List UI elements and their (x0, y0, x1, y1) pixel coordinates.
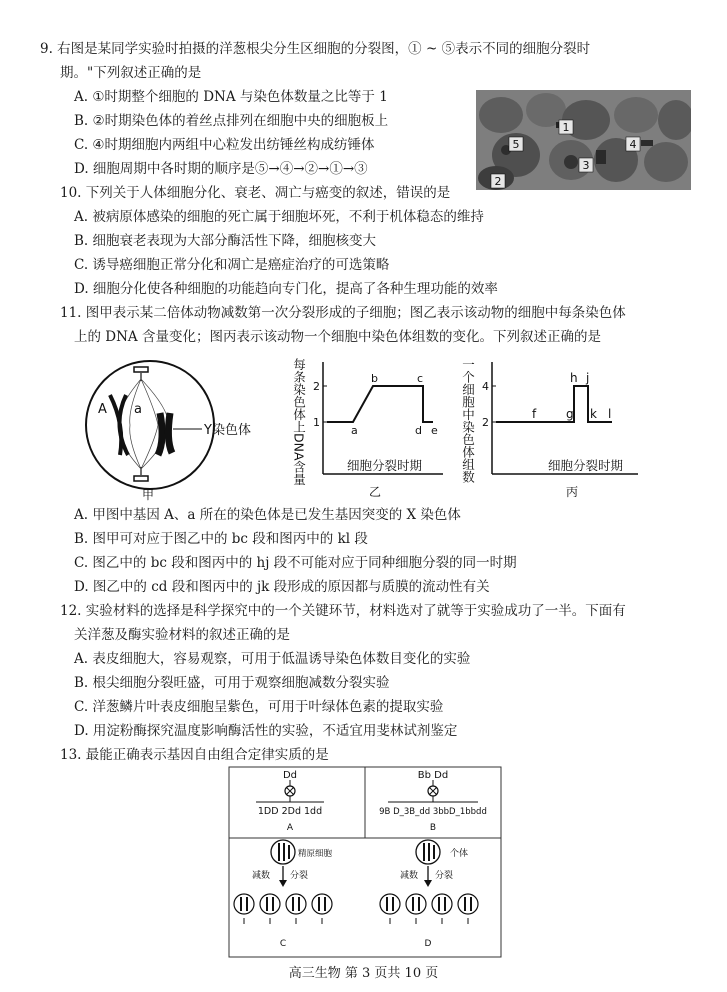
panel-c-label: C (279, 939, 287, 949)
fig-yi-tick-1: 1 (313, 416, 320, 429)
q12-stem-line2: 关洋葱及酶实验材料的叙述正确的是 (74, 627, 290, 643)
q13-panel-d (380, 840, 478, 949)
panel-a-parent: Dd (282, 770, 298, 781)
panel-b-parent: Bb Dd (417, 770, 449, 781)
fig-yi-ylabel: 每条染色体上DNA含量 (293, 358, 307, 486)
q11-stem-line2: 上的 DNA 含量变化；图丙表示该动物一个细胞中染色体组数的变化。下列叙述正确的是 (74, 329, 601, 345)
q10-option-c: C. 诱导癌细胞正常分化和凋亡是癌症治疗的可选策略 (74, 257, 390, 273)
q9-option-c: C. ④时期细胞内两组中心粒发出纺锤丝构成纺锤体 (74, 137, 375, 153)
q11-stem-line1: 11. 图甲表示某二倍体动物减数第一次分裂形成的子细胞；图乙表示该动物的细胞中每条染色体 (60, 305, 626, 321)
panel-c-cell-label: 精原细胞 (298, 849, 333, 859)
fig-bing-point-h: h (570, 371, 578, 385)
panel-c-process-2: 分裂 (290, 871, 309, 881)
fig-bing-point-f: f (532, 407, 537, 421)
fig-yi-point-d: d (415, 424, 422, 437)
q9-stem-line1: 9. 右图是某同学实验时拍摄的洋葱根尖分生区细胞的分裂图，① ~ ⑤表示不同的细胞分裂时 (40, 41, 591, 57)
q9-photo-label-4: 4 (629, 138, 637, 151)
q13-panel-c (234, 840, 333, 949)
fig-bing-point-l: l (608, 407, 612, 421)
q9-micrograph-image (476, 90, 691, 190)
q9-photo-label-3: 3 (582, 159, 590, 172)
panel-d-label: D (424, 939, 432, 949)
q12-option-d: D. 用淀粉酶探究温度影响酶活性的实验，不适宜用斐林试剂鉴定 (74, 723, 458, 739)
fig-yi-point-e: e (431, 424, 438, 437)
gamete-cells-icon (234, 894, 332, 924)
panel-a-offspring: 1DD 2Dd 1dd (257, 806, 323, 817)
fig-jia-caption: 甲 (141, 488, 155, 502)
q13-panel-a (256, 770, 324, 833)
q12-option-a: A. 表皮细胞大，容易观察，可用于低温诱导染色体数目变化的实验 (74, 651, 471, 667)
centriole-bottom-icon (134, 467, 148, 481)
panel-d-process-1: 减数 (400, 871, 419, 881)
fig-yi-point-b: b (371, 372, 378, 385)
fig-bing-point-g: g (566, 407, 574, 421)
fig-yi-tick-2: 2 (313, 380, 320, 393)
fig-bing-ylabel: 一个细胞中染色体组数 (462, 358, 476, 483)
page-footer: 高三生物 第 3 页共 10 页 (288, 966, 439, 981)
q9-option-b: B. ②时期染色体的着丝点排列在细胞中央的细胞板上 (74, 113, 389, 129)
fig-bing-point-k: k (590, 407, 597, 421)
selfing-icon (428, 786, 438, 796)
spermatogonium-cell-icon (271, 840, 295, 864)
fig-yi-point-a: a (351, 424, 358, 437)
gene-A-label: A (98, 402, 107, 417)
q11-figure-jia (70, 355, 285, 503)
panel-d-process-2: 分裂 (435, 871, 454, 881)
q12-stem-line1: 12. 实验材料的选择是科学探究中的一个关键环节，材料选对了就等于实验成功了一半。下面有 (60, 603, 626, 619)
gene-a-label: a (134, 402, 142, 417)
individual-cell-icon (416, 840, 440, 864)
q9-option-d: D. 细胞周期中各时期的顺序是⑤→④→②→①→③ (74, 161, 368, 177)
q10-stem: 10. 下列关于人体细胞分化、衰老、凋亡与癌变的叙述，错误的是 (60, 185, 451, 201)
q11-option-d: D. 图乙中的 cd 段和图丙中的 jk 段形成的原因都与质膜的流动性有关 (74, 579, 490, 595)
panel-c-process-1: 减数 (252, 871, 271, 881)
q9-photo-label-1: 1 (562, 121, 570, 134)
panel-d-cell-label: 个体 (450, 849, 469, 859)
q9-photo-label-5: 5 (512, 138, 520, 151)
q9-photo-label-2: 2 (494, 175, 502, 188)
y-chromosome-label: Y染色体 (204, 423, 251, 438)
fig-yi-xlabel: 细胞分裂时期 (347, 458, 423, 473)
q9-option-a: A. ①时期整个细胞的 DNA 与染色体数量之比等于 1 (74, 89, 388, 105)
q9-stem-line2: 期。"下列叙述正确的是 (60, 65, 202, 81)
q10-option-b: B. 细胞衰老表现为大部分酶活性下降，细胞核变大 (74, 233, 377, 249)
fig-bing-xlabel: 细胞分裂时期 (548, 458, 624, 473)
panel-b-label: B (429, 823, 437, 833)
q13-figure (228, 766, 502, 958)
fig-bing-caption: 丙 (565, 485, 579, 499)
x-chromosome-icon (110, 395, 128, 455)
q11-figure-bing (462, 352, 642, 502)
q13-stem: 13. 最能正确表示基因自由组合定律实质的是 (60, 747, 329, 763)
q9-micrograph (476, 90, 691, 190)
q10-option-d: D. 细胞分化使各种细胞的功能趋向专门化，提高了各种生理功能的效率 (74, 281, 498, 297)
q12-option-c: C. 洋葱鳞片叶表皮细胞呈紫色，可用于叶绿体色素的提取实验 (74, 699, 444, 715)
q11-option-c: C. 图乙中的 bc 段和图丙中的 hj 段不可能对应于同种细胞分裂的同一时期 (74, 555, 517, 571)
gamete-cells-icon (380, 894, 478, 924)
q10-option-a: A. 被病原体感染的细胞的死亡属于细胞坏死，不利于机体稳态的维持 (74, 209, 484, 225)
panel-a-label: A (286, 823, 294, 833)
fig-yi-curve (327, 386, 433, 422)
selfing-icon (285, 786, 295, 796)
q13-panel-b (379, 770, 487, 833)
y-chromosome-icon (158, 413, 172, 455)
q11-option-a: A. 甲图中基因 A、a 所在的染色体是已发生基因突变的 X 染色体 (74, 507, 461, 523)
fig-bing-tick-2: 2 (482, 416, 489, 429)
fig-bing-point-j: j (586, 371, 590, 385)
fig-yi-caption: 乙 (368, 485, 382, 499)
panel-b-offspring: 9B D_3B_dd 3bbD_1bbdd (379, 807, 487, 817)
fig-bing-tick-4: 4 (482, 380, 489, 393)
q11-figure-yi (293, 352, 453, 502)
q12-option-b: B. 根尖细胞分裂旺盛，可用于观察细胞减数分裂实验 (74, 675, 390, 691)
fig-yi-point-c: c (417, 372, 424, 385)
centriole-top-icon (134, 367, 148, 381)
q11-option-b: B. 图甲可对应于图乙中的 bc 段和图丙中的 kl 段 (74, 531, 368, 547)
